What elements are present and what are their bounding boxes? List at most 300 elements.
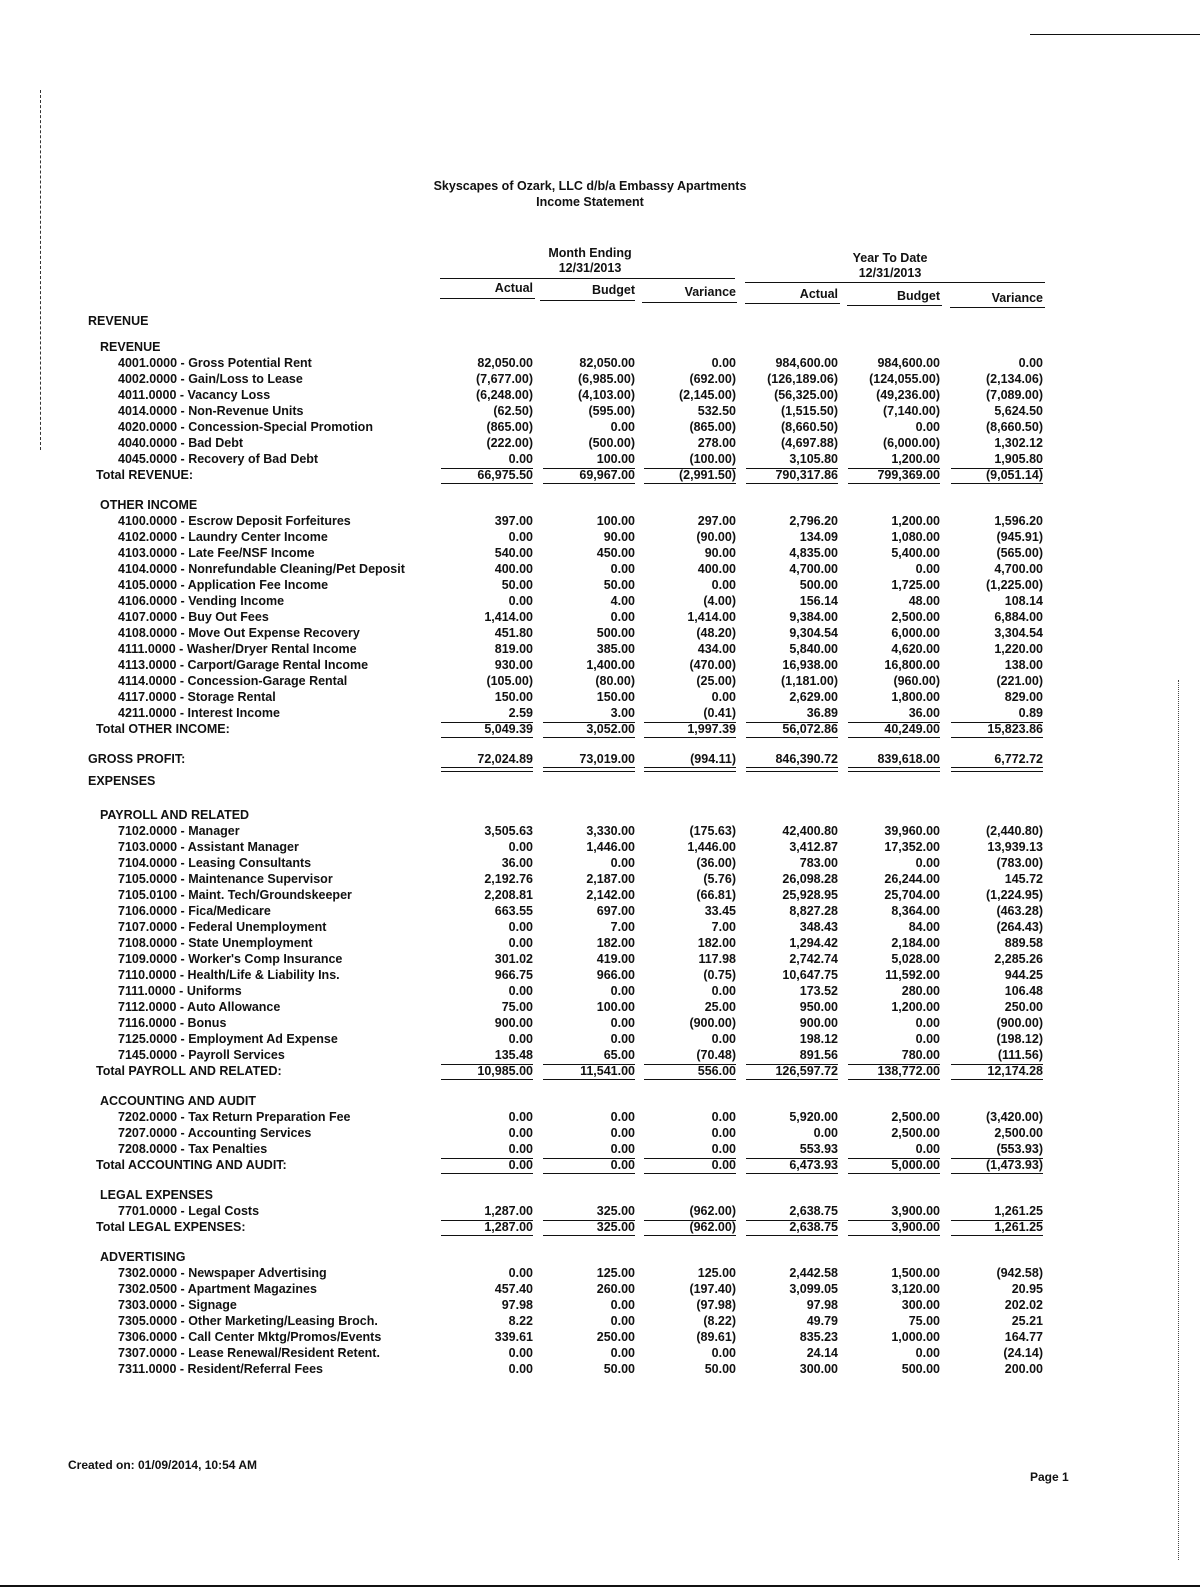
amount-cell: (470.00) <box>689 658 736 672</box>
subtotal-rule <box>848 722 940 723</box>
line-item <box>0 403 1200 419</box>
amount-cell: (1,515.50) <box>781 404 838 418</box>
amount-cell: 500.00 <box>799 578 838 592</box>
line-item <box>0 1015 1200 1031</box>
amount-cell: (89.61) <box>696 1330 736 1344</box>
amount-cell: 1,200.00 <box>891 1000 940 1014</box>
amount-cell: (97.98) <box>696 1298 736 1312</box>
line-item-label: 4111.0000 - Washer/Dryer Rental Income <box>118 642 357 656</box>
amount-cell: 3,505.63 <box>484 824 533 838</box>
subsection-heading <box>0 339 1200 355</box>
total-row <box>0 467 1200 483</box>
total-rule <box>848 1235 940 1236</box>
amount-cell: 400.00 <box>697 562 736 576</box>
amount-cell: 846,390.72 <box>775 752 838 766</box>
amount-cell: 2,192.76 <box>484 872 533 886</box>
line-item <box>0 967 1200 983</box>
line-item <box>0 983 1200 999</box>
month-actual-header: Actual <box>494 281 533 295</box>
amount-cell: 48.00 <box>908 594 940 608</box>
amount-cell: 10,985.00 <box>477 1064 533 1078</box>
line-item <box>0 609 1200 625</box>
gross-profit-rule <box>746 767 838 772</box>
amount-cell: 278.00 <box>697 436 736 450</box>
total-rule <box>848 1173 940 1174</box>
amount-cell: 348.43 <box>799 920 838 934</box>
amount-cell: 84.00 <box>908 920 940 934</box>
subsection-heading <box>0 1093 1200 1109</box>
line-item <box>0 387 1200 403</box>
amount-cell: 15,823.86 <box>987 722 1043 736</box>
amount-cell: 2,742.74 <box>789 952 838 966</box>
total-row-label: Total ACCOUNTING AND AUDIT: <box>96 1158 287 1172</box>
line-item-label: 7107.0000 - Federal Unemployment <box>118 920 327 934</box>
line-item-label: 7208.0000 - Tax Penalties <box>118 1142 268 1156</box>
amount-cell: 2,208.81 <box>484 888 533 902</box>
amount-cell: (4,103.00) <box>578 388 635 402</box>
line-item <box>0 435 1200 451</box>
amount-cell: (7,677.00) <box>476 372 533 386</box>
amount-cell: (0.75) <box>703 968 736 982</box>
line-item-label: 4106.0000 - Vending Income <box>118 594 285 608</box>
amount-cell: 2,629.00 <box>789 690 838 704</box>
col-rule-3 <box>642 302 737 303</box>
line-item <box>0 935 1200 951</box>
total-row-label: Total OTHER INCOME: <box>96 722 230 736</box>
line-item-label: 7302.0500 - Apartment Magazines <box>118 1282 317 1296</box>
total-rule <box>746 737 838 738</box>
amount-cell: 300.00 <box>901 1298 940 1312</box>
subtotal-rule <box>848 1158 940 1159</box>
amount-cell: 500.00 <box>901 1362 940 1376</box>
amount-cell: 0.00 <box>610 1110 635 1124</box>
amount-cell: 0.00 <box>610 1346 635 1360</box>
amount-cell: 325.00 <box>596 1220 635 1234</box>
line-item-label: 7102.0000 - Manager <box>118 824 240 838</box>
gross-profit-rule <box>644 767 736 772</box>
month-group-label: Month Ending <box>548 246 632 260</box>
amount-cell: (126,189.06) <box>767 372 838 386</box>
amount-cell: 1,294.42 <box>789 936 838 950</box>
right-margin-mark <box>1178 680 1179 1560</box>
amount-cell: 300.00 <box>799 1362 838 1376</box>
amount-cell: 325.00 <box>596 1204 635 1218</box>
line-item-label: 4113.0000 - Carport/Garage Rental Income <box>118 658 369 672</box>
amount-cell: 0.00 <box>813 1126 838 1140</box>
amount-cell: 3,330.00 <box>586 824 635 838</box>
line-item <box>0 593 1200 609</box>
subtotal-rule <box>644 1158 736 1159</box>
amount-cell: 2,500.00 <box>891 1126 940 1140</box>
amount-cell: (70.48) <box>696 1048 736 1062</box>
amount-cell: 0.00 <box>711 1142 736 1156</box>
amount-cell: (222.00) <box>486 436 533 450</box>
amount-cell: 1,446.00 <box>586 840 635 854</box>
subtotal-rule <box>951 1158 1043 1159</box>
amount-cell: 1,500.00 <box>891 1266 940 1280</box>
line-item-label: 7303.0000 - Signage <box>118 1298 237 1312</box>
line-item <box>0 1109 1200 1125</box>
amount-cell: 397.00 <box>494 514 533 528</box>
section-heading <box>0 313 1200 329</box>
amount-cell: 839,618.00 <box>877 752 940 766</box>
subtotal-rule <box>951 468 1043 469</box>
amount-cell: 25.21 <box>1011 1314 1043 1328</box>
amount-cell: 50.00 <box>704 1362 736 1376</box>
ytd-date-label: 12/31/2013 <box>858 266 922 280</box>
amount-cell: 0.00 <box>508 530 533 544</box>
line-item <box>0 657 1200 673</box>
amount-cell: (960.00) <box>893 674 940 688</box>
line-item <box>0 903 1200 919</box>
amount-cell: 50.00 <box>501 578 533 592</box>
amount-cell: 56,072.86 <box>782 722 838 736</box>
amount-cell: 66,975.50 <box>477 468 533 482</box>
amount-cell: 0.00 <box>610 562 635 576</box>
amount-cell: 297.00 <box>697 514 736 528</box>
amount-cell: (942.58) <box>996 1266 1043 1280</box>
ytd-budget-header: Budget <box>896 289 940 303</box>
amount-cell: 0.00 <box>915 1016 940 1030</box>
total-rule <box>746 1235 838 1236</box>
amount-cell: 135.48 <box>494 1048 533 1062</box>
subtotal-rule <box>951 1220 1043 1221</box>
line-item-label: 4040.0000 - Bad Debt <box>118 436 244 450</box>
amount-cell: (2,134.06) <box>986 372 1043 386</box>
amount-cell: 36.00 <box>908 706 940 720</box>
amount-cell: 20.95 <box>1011 1282 1043 1296</box>
line-item <box>0 561 1200 577</box>
amount-cell: 0.00 <box>915 856 940 870</box>
amount-cell: (1,224.95) <box>986 888 1043 902</box>
line-item <box>0 689 1200 705</box>
amount-cell: 8.22 <box>508 1314 533 1328</box>
line-item-label: 4014.0000 - Non-Revenue Units <box>118 404 304 418</box>
amount-cell: 11,541.00 <box>580 1064 635 1078</box>
amount-cell: 0.00 <box>711 984 736 998</box>
page-number: Page 1 <box>1030 1470 1069 1484</box>
amount-cell: 0.00 <box>610 1298 635 1312</box>
amount-cell: 6,000.00 <box>891 626 940 640</box>
amount-cell: 8,827.28 <box>789 904 838 918</box>
amount-cell: 40,249.00 <box>884 722 940 736</box>
ytd-group-rule <box>745 282 1045 283</box>
total-rule <box>543 483 635 484</box>
gross-profit-rule <box>543 767 635 772</box>
line-item <box>0 887 1200 903</box>
subtotal-rule <box>848 468 940 469</box>
line-item-label: 7306.0000 - Call Center Mktg/Promos/Events <box>118 1330 382 1344</box>
amount-cell: 0.00 <box>711 1126 736 1140</box>
company-title: Skyscapes of Ozark, LLC d/b/a Embassy Apartments <box>433 179 747 193</box>
amount-cell: 42,400.80 <box>782 824 838 838</box>
amount-cell: 250.00 <box>596 1330 635 1344</box>
total-rule <box>644 1079 736 1080</box>
amount-cell: 301.02 <box>494 952 533 966</box>
amount-cell: 10,647.75 <box>782 968 838 982</box>
subtotal-rule <box>543 1220 635 1221</box>
line-item-label: 7111.0000 - Uniforms <box>118 984 242 998</box>
amount-cell: 0.00 <box>508 452 533 466</box>
line-item-label: 4117.0000 - Storage Rental <box>118 690 276 704</box>
amount-cell: 5,840.00 <box>789 642 838 656</box>
subtotal-rule <box>644 1064 736 1065</box>
amount-cell: (2,440.80) <box>986 824 1043 838</box>
amount-cell: 5,920.00 <box>789 1110 838 1124</box>
amount-cell: 889.58 <box>1004 936 1043 950</box>
amount-cell: 984,600.00 <box>775 356 838 370</box>
amount-cell: 540.00 <box>494 546 533 560</box>
total-rule <box>746 1173 838 1174</box>
amount-cell: 2,500.00 <box>891 610 940 624</box>
amount-cell: 0.00 <box>508 1362 533 1376</box>
amount-cell: 0.00 <box>610 1032 635 1046</box>
amount-cell: (25.00) <box>696 674 736 688</box>
amount-cell: (9,051.14) <box>986 468 1043 482</box>
amount-cell: 39,960.00 <box>884 824 940 838</box>
subtotal-rule <box>441 1158 533 1159</box>
amount-cell: (111.56) <box>997 1048 1043 1062</box>
amount-cell: 0.00 <box>508 1266 533 1280</box>
amount-cell: 106.48 <box>1004 984 1043 998</box>
line-item <box>0 1031 1200 1047</box>
amount-cell: 663.55 <box>494 904 533 918</box>
amount-cell: 150.00 <box>596 690 635 704</box>
amount-cell: 16,938.00 <box>782 658 838 672</box>
amount-cell: 3,099.05 <box>789 1282 838 1296</box>
line-item <box>0 355 1200 371</box>
subsection-heading <box>0 497 1200 513</box>
amount-cell: 0.00 <box>610 1314 635 1328</box>
amount-cell: (49,236.00) <box>876 388 940 402</box>
amount-cell: 202.02 <box>1004 1298 1043 1312</box>
subtotal-rule <box>951 1064 1043 1065</box>
line-item-label: 7116.0000 - Bonus <box>118 1016 227 1030</box>
amount-cell: (197.40) <box>689 1282 736 1296</box>
amount-cell: 451.80 <box>494 626 533 640</box>
amount-cell: (692.00) <box>689 372 736 386</box>
amount-cell: (4,697.88) <box>781 436 838 450</box>
amount-cell: 0.00 <box>915 562 940 576</box>
gross-profit-row <box>0 751 1200 767</box>
amount-cell: 156.14 <box>799 594 838 608</box>
amount-cell: 532.50 <box>697 404 736 418</box>
amount-cell: (36.00) <box>696 856 736 870</box>
amount-cell: 0.00 <box>711 1032 736 1046</box>
amount-cell: 75.00 <box>908 1314 940 1328</box>
line-item-label: 4001.0000 - Gross Potential Rent <box>118 356 312 370</box>
amount-cell: 434.00 <box>697 642 736 656</box>
line-item-label: 7302.0000 - Newspaper Advertising <box>118 1266 327 1280</box>
subsection-heading <box>0 807 1200 823</box>
line-item-label: 7105.0000 - Maintenance Supervisor <box>118 872 333 886</box>
line-item <box>0 419 1200 435</box>
amount-cell: (80.00) <box>595 674 635 688</box>
subtotal-rule <box>644 722 736 723</box>
amount-cell: 9,384.00 <box>789 610 838 624</box>
month-group-rule <box>440 278 735 279</box>
amount-cell: 25,704.00 <box>884 888 940 902</box>
line-item <box>0 1345 1200 1361</box>
amount-cell: 966.00 <box>596 968 635 982</box>
amount-cell: 150.00 <box>494 690 533 704</box>
amount-cell: (783.00) <box>996 856 1043 870</box>
amount-cell: 5,049.39 <box>484 722 533 736</box>
amount-cell: 11,592.00 <box>885 968 940 982</box>
line-item <box>0 839 1200 855</box>
col-rule-2 <box>540 300 635 301</box>
line-item-label: 7104.0000 - Leasing Consultants <box>118 856 312 870</box>
amount-cell: 6,884.00 <box>994 610 1043 624</box>
line-item <box>0 529 1200 545</box>
amount-cell: 75.00 <box>501 1000 533 1014</box>
created-on: Created on: 01/09/2014, 10:54 AM <box>68 1458 257 1472</box>
amount-cell: 182.00 <box>596 936 635 950</box>
amount-cell: 339.61 <box>494 1330 533 1344</box>
amount-cell: (100.00) <box>689 452 736 466</box>
subtotal-rule <box>441 468 533 469</box>
amount-cell: 90.00 <box>704 546 736 560</box>
amount-cell: (500.00) <box>588 436 635 450</box>
line-item <box>0 1297 1200 1313</box>
amount-cell: 5,624.50 <box>994 404 1043 418</box>
subtotal-rule <box>441 1220 533 1221</box>
line-item-label: 7311.0000 - Resident/Referral Fees <box>118 1362 323 1376</box>
line-item-label: 4114.0000 - Concession-Garage Rental <box>118 674 348 688</box>
line-item <box>0 1329 1200 1345</box>
amount-cell: 0.00 <box>610 984 635 998</box>
amount-cell: 82,050.00 <box>579 356 635 370</box>
line-item-label: 7125.0000 - Employment Ad Expense <box>118 1032 338 1046</box>
amount-cell: (595.00) <box>588 404 635 418</box>
amount-cell: (6,985.00) <box>578 372 635 386</box>
amount-cell: 835.23 <box>799 1330 838 1344</box>
line-item <box>0 641 1200 657</box>
amount-cell: 1,200.00 <box>891 514 940 528</box>
amount-cell: 145.72 <box>1004 872 1043 886</box>
amount-cell: 0.00 <box>610 420 635 434</box>
amount-cell: (6,000.00) <box>883 436 940 450</box>
amount-cell: (900.00) <box>996 1016 1043 1030</box>
amount-cell: 4,620.00 <box>891 642 940 656</box>
amount-cell: 790,317.86 <box>775 468 838 482</box>
amount-cell: 69,967.00 <box>579 468 635 482</box>
total-rule <box>441 1173 533 1174</box>
amount-cell: 0.00 <box>915 420 940 434</box>
total-rule <box>746 483 838 484</box>
gross-profit-rule <box>848 767 940 772</box>
line-item-label: 4011.0000 - Vacancy Loss <box>118 388 271 402</box>
amount-cell: 3,052.00 <box>586 722 635 736</box>
amount-cell: 108.14 <box>1004 594 1043 608</box>
line-item <box>0 513 1200 529</box>
amount-cell: 2,638.75 <box>789 1220 838 1234</box>
line-item-label: 7112.0000 - Auto Allowance <box>118 1000 281 1014</box>
subtotal-rule <box>441 1064 533 1065</box>
amount-cell: 1,414.00 <box>484 610 533 624</box>
amount-cell: 0.00 <box>711 1110 736 1124</box>
amount-cell: 1,287.00 <box>484 1204 533 1218</box>
amount-cell: 50.00 <box>603 1362 635 1376</box>
line-item <box>0 705 1200 721</box>
line-item <box>0 919 1200 935</box>
amount-cell: 2,184.00 <box>891 936 940 950</box>
line-item <box>0 1361 1200 1377</box>
amount-cell: 2,500.00 <box>994 1126 1043 1140</box>
amount-cell: 984,600.00 <box>877 356 940 370</box>
subtotal-rule <box>951 722 1043 723</box>
amount-cell: 36.00 <box>501 856 533 870</box>
amount-cell: 2,187.00 <box>586 872 635 886</box>
line-item-label: 4211.0000 - Interest Income <box>118 706 280 720</box>
amount-cell: 0.00 <box>508 1110 533 1124</box>
amount-cell: 97.98 <box>501 1298 533 1312</box>
amount-cell: 0.00 <box>915 1032 940 1046</box>
amount-cell: (90.00) <box>696 530 736 544</box>
gross-profit-rule <box>951 767 1043 772</box>
amount-cell: 0.00 <box>508 840 533 854</box>
amount-cell: 1,414.00 <box>687 610 736 624</box>
amount-cell: 900.00 <box>799 1016 838 1030</box>
amount-cell: 117.98 <box>698 952 736 966</box>
amount-cell: 13,939.13 <box>987 840 1043 854</box>
subsection-heading <box>0 1187 1200 1203</box>
amount-cell: 0.00 <box>711 356 736 370</box>
total-rule <box>951 1173 1043 1174</box>
subsection-heading-label: OTHER INCOME <box>100 498 198 512</box>
subtotal-rule <box>543 1158 635 1159</box>
subtotal-rule <box>746 1158 838 1159</box>
line-item <box>0 577 1200 593</box>
amount-cell: 4,835.00 <box>789 546 838 560</box>
amount-cell: 2,442.58 <box>789 1266 838 1280</box>
amount-cell: (175.63) <box>689 824 736 838</box>
amount-cell: (48.20) <box>696 626 736 640</box>
line-item <box>0 545 1200 561</box>
total-rule <box>441 737 533 738</box>
left-margin-mark <box>40 90 41 450</box>
amount-cell: 26,098.28 <box>782 872 838 886</box>
line-item <box>0 871 1200 887</box>
amount-cell: 1,800.00 <box>891 690 940 704</box>
total-row <box>0 721 1200 737</box>
total-row <box>0 1219 1200 1235</box>
amount-cell: 0.00 <box>915 1142 940 1156</box>
col-rule-5 <box>847 305 942 306</box>
total-rule <box>951 737 1043 738</box>
subtotal-rule <box>746 1064 838 1065</box>
total-rule <box>543 1079 635 1080</box>
amount-cell: 6,473.93 <box>789 1158 838 1172</box>
month-date-label: 12/31/2013 <box>558 261 622 275</box>
subtotal-rule <box>746 468 838 469</box>
amount-cell: (1,473.93) <box>986 1158 1043 1172</box>
line-item-label: 4020.0000 - Concession-Special Promotion <box>118 420 373 434</box>
amount-cell: 0.00 <box>508 1142 533 1156</box>
amount-cell: 0.00 <box>1018 356 1043 370</box>
gross-profit-row-label: GROSS PROFIT: <box>88 752 186 766</box>
amount-cell: 250.00 <box>1004 1000 1043 1014</box>
line-item-label: 7110.0000 - Health/Life & Liability Ins. <box>118 968 340 982</box>
amount-cell: 0.00 <box>508 984 533 998</box>
section-heading-label: REVENUE <box>88 314 149 328</box>
amount-cell: 0.00 <box>508 1346 533 1360</box>
subtotal-rule <box>441 722 533 723</box>
month-variance-header: Variance <box>684 285 736 299</box>
amount-cell: (2,145.00) <box>679 388 736 402</box>
amount-cell: 1,905.80 <box>994 452 1043 466</box>
amount-cell: 5,028.00 <box>891 952 940 966</box>
